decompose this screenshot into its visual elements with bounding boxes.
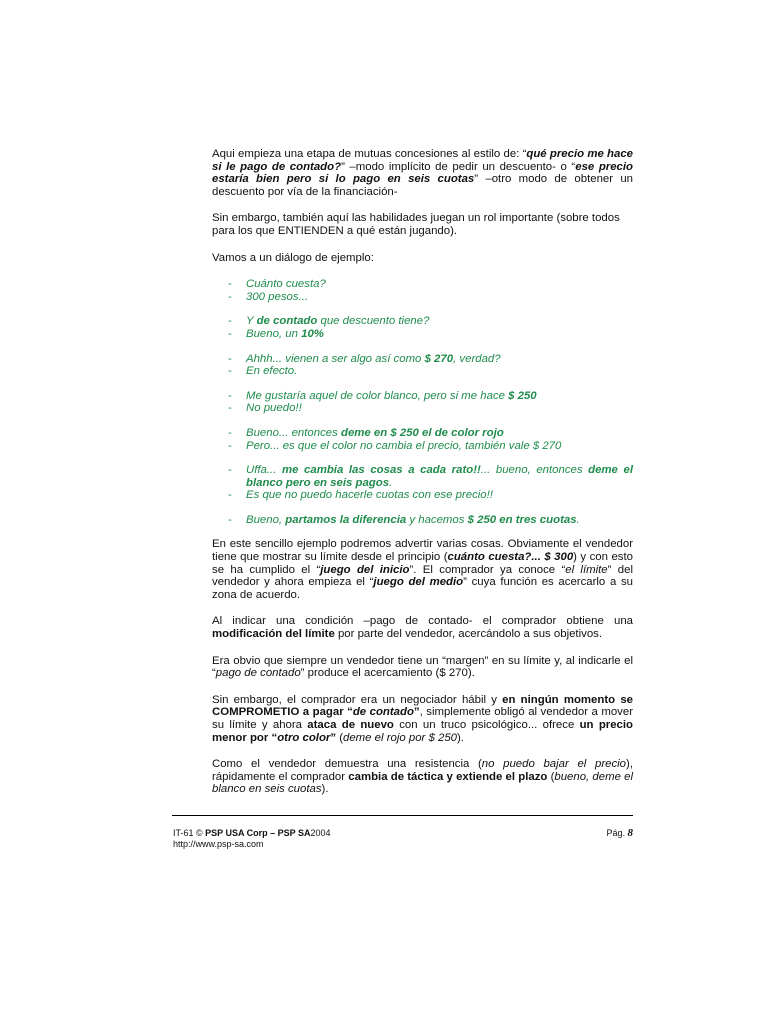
dialog-dash: - <box>228 365 232 378</box>
dialog-dash: - <box>228 402 232 415</box>
text-run: , simplemente obligó al vendedor a mover su límite y ahora <box>212 706 633 731</box>
dialog-line <box>212 328 633 341</box>
paragraph-analysis-tactic <box>212 758 633 796</box>
text-run: ... bueno, entonces <box>480 464 589 477</box>
paragraph-intro-concessions <box>212 148 633 198</box>
emphasis-run: 10% <box>301 327 324 340</box>
text-run: con un truco psicológico... ofrece <box>393 719 580 731</box>
dialog-dash: - <box>228 389 232 402</box>
emphasis-run: partamos la diferencia <box>285 513 407 526</box>
text-run: Bueno, <box>246 513 286 526</box>
dialog-line <box>212 365 633 378</box>
emphasis-run: de contado <box>256 315 318 328</box>
emphasis-run: juego del inicio <box>320 563 410 576</box>
emphasis-run: $ 250 en tres cuotas <box>467 513 577 526</box>
emphasis-run: de contado <box>352 706 414 719</box>
text-run: ” –modo implícito de pedir un descuento- o “ <box>341 160 576 173</box>
text-run: Era obvio que siempre un vendedor tiene un “margen” en su límite y, al indicarle el “ <box>212 654 633 680</box>
dialog-dash: - <box>228 439 232 452</box>
dialog-dash: - <box>228 315 232 328</box>
dialog-text: Es que no puedo hacerle cuotas con ese precio!! <box>246 489 493 502</box>
emphasis-run: ese precio estaría bien pero si lo pago en seis cuotas <box>212 160 633 186</box>
emphasis-run: ” <box>413 706 420 719</box>
text-run: ” cuya función es acercarlo a su zona de acuerdo. <box>212 576 633 601</box>
text-run: ” produce el acercamiento ($ 270). <box>300 667 475 680</box>
dialog-line <box>212 427 633 440</box>
text-run: ( <box>336 731 344 744</box>
dialog-text <box>246 328 633 341</box>
dialog-group-6 <box>212 464 633 502</box>
dialog-text <box>246 390 633 403</box>
text-run: Uffa... <box>246 464 282 477</box>
dialog-line <box>212 464 633 489</box>
company-name: PSP USA Corp – PSP SA <box>205 828 311 838</box>
emphasis-run: juego del medio <box>373 576 464 589</box>
footer-copyright <box>173 828 331 839</box>
paragraph-analysis-limit <box>212 538 633 601</box>
dialog-line <box>212 315 633 328</box>
page-label: Pág. <box>606 828 628 838</box>
dialog-group-3 <box>212 353 633 378</box>
emphasis-run: deme en $ 250 el de color rojo <box>341 426 504 439</box>
dialog-line <box>212 278 633 291</box>
dialog-line <box>212 514 633 527</box>
dialog-group-5 <box>212 427 633 452</box>
page-number: 8 <box>627 827 633 839</box>
emphasis-run: ” <box>330 731 337 744</box>
dialog-dash: - <box>228 464 232 477</box>
dialog-group-7 <box>212 514 633 527</box>
dialog-dash: - <box>228 489 232 502</box>
emphasis-run: cambia de táctica y extiende el plazo <box>348 770 548 783</box>
text-run: ), rápidamente el comprador <box>212 758 633 783</box>
dialog-text: En efecto. <box>246 365 298 378</box>
dialog-dash: - <box>228 327 232 340</box>
dialog-group-2 <box>212 315 633 340</box>
dialog-line <box>212 353 633 366</box>
dialog-text <box>246 514 633 527</box>
text-run: y hacemos <box>406 513 468 526</box>
text-run: por parte del vendedor, acercándolo a sus objetivos. <box>334 628 603 641</box>
emphasis-run: qué precio me hace si le pago de contado? <box>212 148 634 173</box>
dialog-dash: - <box>228 278 232 291</box>
text-run: Y <box>246 315 257 328</box>
dialog-dash: - <box>228 290 232 303</box>
dialog-dash: - <box>228 426 232 439</box>
dialog-line <box>212 489 633 502</box>
text-run: Ahhh... vienen a ser algo así como <box>246 352 425 365</box>
paragraph-analysis-margin <box>212 655 633 680</box>
emphasis-run: $ 250 <box>508 389 537 402</box>
copyright-prefix: IT-61 © <box>173 828 206 838</box>
text-run: Sin embargo, el comprador era un negociador hábil y <box>212 693 503 706</box>
dialog-text: No puedo!! <box>246 402 302 415</box>
dialog-text <box>246 464 633 489</box>
emphasis-run: en ningún momento se COMPROMETIO a pagar “ <box>212 693 633 719</box>
emphasis-run: modificación del límite <box>212 628 335 641</box>
text-run: ” –otro modo de obtener un descuento por vía de la financiación- <box>212 173 634 198</box>
text-run: ). <box>321 783 329 796</box>
text-run: . <box>389 476 393 489</box>
paragraph-analysis-condition <box>212 615 633 640</box>
text-run: . <box>576 513 580 526</box>
text-run: ( <box>547 770 555 783</box>
text-run: Como el vendedor demuestra una resistencia ( <box>212 758 482 771</box>
text-run: Bueno... entonces <box>246 426 341 439</box>
emphasis-run: cuánto cuesta?... $ 300 <box>447 551 574 564</box>
dialog-line <box>212 440 633 453</box>
dialog-text <box>246 315 633 328</box>
text-run: ). <box>457 731 464 744</box>
dialog-text: Cuánto cuesta? <box>246 278 326 291</box>
emphasis-run: $ 270 <box>424 352 454 365</box>
text-run: Al indicar una condición –pago de contado- el comprador obtiene una <box>212 615 633 628</box>
emphasis-run: deme el rojo por $ 250 <box>343 731 457 744</box>
paragraph-skills: Sin embargo, también aquí las habilidades juegan un rol importante (sobre todos para los que ENTIENDEN a qué están jugando). <box>212 212 620 237</box>
dialog-text: Pero... es que el color no cambia el precio, también vale $ 270 <box>246 439 562 452</box>
text-run: En este sencillo ejemplo podremos advertir varias cosas. Obviamente el vendedor tiene que mostrar su límite desde el principio ( <box>212 538 633 564</box>
dialog-dash: - <box>228 352 232 365</box>
text-run: ”. El comprador ya conoce “ <box>409 563 566 576</box>
text-run: ” del vendedor y ahora empieza el “ <box>212 563 633 589</box>
text-run: ) y con esto se ha cumplido el “ <box>212 551 633 576</box>
footer-url: http://www.psp-sa.com <box>173 839 264 849</box>
dialog-text <box>246 353 633 366</box>
paragraph-dialog-intro: Vamos a un diálogo de ejemplo: <box>212 251 374 264</box>
emphasis-run: bueno, deme el blanco en seis cuotas <box>212 770 633 796</box>
copyright-year: 2004 <box>310 828 331 838</box>
text-run: Aqui empieza una etapa de mutuas concesiones al estilo de: “ <box>212 148 527 160</box>
dialog-text <box>246 427 633 440</box>
dialog-text: 300 pesos... <box>246 290 309 303</box>
emphasis-run: un precio menor por “ <box>212 719 633 744</box>
emphasis-run: ataca de nuevo <box>307 719 394 731</box>
text-run: , verdad? <box>453 352 501 365</box>
emphasis-run: pago de contado <box>215 667 301 680</box>
document-body <box>212 148 633 810</box>
dialog-group-4 <box>212 390 633 415</box>
dialog-line <box>212 390 633 403</box>
emphasis-run: deme el blanco pero en seis pagos <box>246 464 633 489</box>
emphasis-run: el límite <box>565 563 608 576</box>
page-number-label <box>606 828 633 839</box>
footer-divider <box>172 815 633 816</box>
dialog-line <box>212 402 633 415</box>
emphasis-run: me cambia las cosas a cada rato!! <box>281 464 481 477</box>
dialog-line <box>212 291 633 304</box>
text-run: Me gustaría aquel de color blanco, pero si me hace <box>246 389 509 402</box>
emphasis-run: no puedo bajar el precio <box>481 758 627 771</box>
dialog-group-1 <box>212 278 633 303</box>
dialog-dash: - <box>228 513 232 526</box>
paragraph-analysis-negotiator <box>212 694 633 744</box>
emphasis-run: otro color <box>277 731 331 744</box>
text-run: Bueno, un <box>246 327 302 340</box>
text-run: que descuento tiene? <box>317 315 430 328</box>
